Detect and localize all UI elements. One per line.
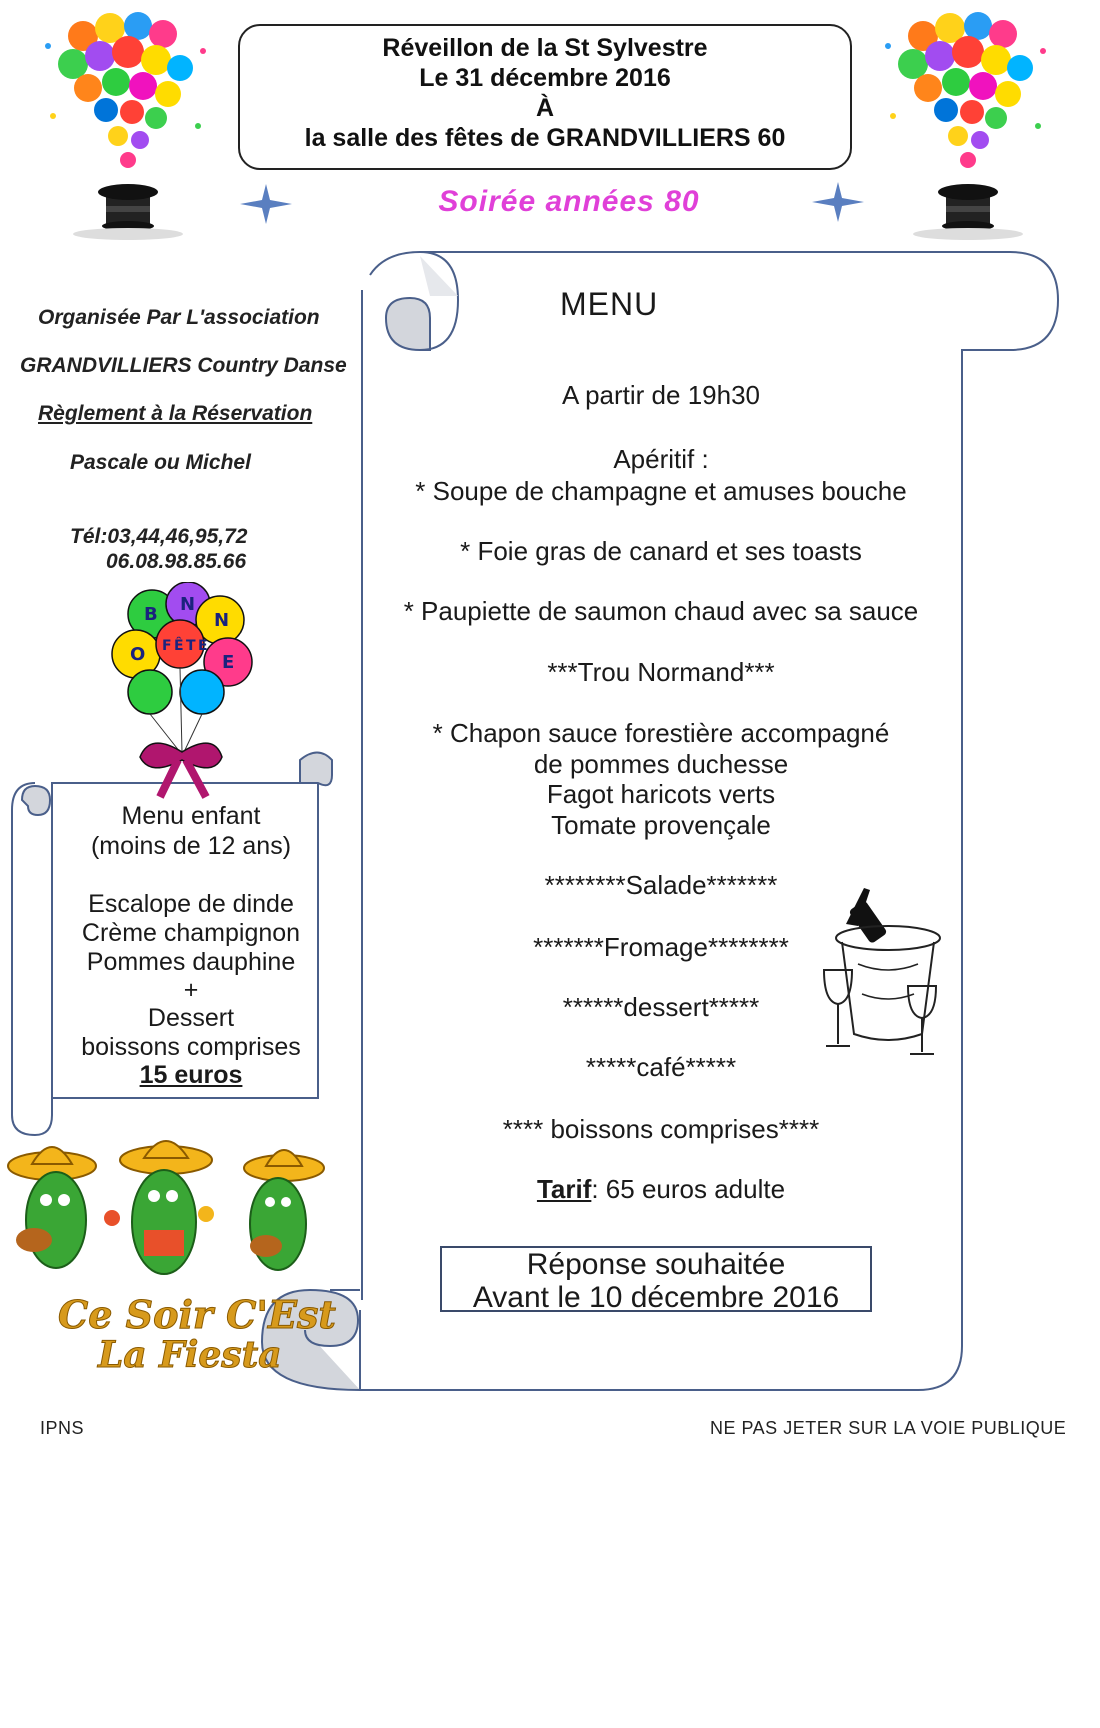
fiesta-line2: La Fiesta — [98, 1334, 282, 1376]
balloon-letter: Ê — [174, 638, 184, 654]
organizer-label: Organisée Par L'association — [38, 306, 320, 329]
response-box — [440, 1246, 872, 1312]
menu-item: *******Fromage******** — [533, 932, 789, 962]
balloon-letter: F — [162, 638, 172, 654]
child-menu-item: Pommes dauphine — [86, 948, 296, 976]
menu-start-time: A partir de 19h30 — [561, 380, 761, 410]
menu-item: *****café***** — [585, 1052, 737, 1082]
balloon-letter: B — [144, 604, 158, 625]
menu-item: ******dessert***** — [562, 992, 760, 1022]
response-line1: Réponse souhaitée — [526, 1248, 786, 1281]
child-menu-item: Dessert — [147, 1004, 235, 1032]
association-name: GRANDVILLIERS Country Danse — [20, 354, 347, 377]
child-menu-item: Crème champignon — [81, 919, 301, 947]
tarif-value: : 65 euros adulte — [591, 1174, 786, 1204]
child-menu-drinks: boissons comprises — [81, 1033, 301, 1061]
bonne-fete-balloons-icon — [110, 582, 260, 802]
response-line2: Avant le 10 décembre 2016 — [472, 1281, 840, 1314]
footer-ipns: IPNS — [40, 1418, 85, 1438]
menu-title: MENU — [560, 286, 659, 322]
child-menu-plus: + — [183, 976, 199, 1004]
balloon-letter: N — [214, 610, 230, 631]
tarif-label: Tarif — [536, 1174, 592, 1204]
menu-price — [366, 1174, 956, 1204]
child-menu-age: (moins de 12 ans) — [90, 832, 292, 860]
menu-item-detail: Tomate provençale — [551, 810, 771, 840]
footer-notice: NE PAS JETER SUR LA VOIE PUBLIQUE — [710, 1418, 1067, 1438]
header-title: Réveillon de la St Sylvestre — [382, 34, 708, 62]
menu-drinks: **** boissons comprises**** — [502, 1114, 820, 1144]
phone-1: Tél:03,44,46,95,72 — [70, 525, 248, 548]
menu-item: ***Trou Normand*** — [547, 657, 775, 687]
balloon-letter: T — [186, 638, 196, 654]
phone-2: 06.08.98.85.66 — [106, 550, 247, 573]
payment-note: Règlement à la Réservation — [38, 402, 313, 425]
fiesta-line1: Ce Soir C'Est — [58, 1292, 336, 1337]
party-theme: Soirée années 80 — [438, 185, 700, 218]
menu-item: * Foie gras de canard et ses toasts — [460, 536, 862, 566]
cactus-mariachi-icon — [4, 1130, 334, 1290]
menu-item-detail: de pommes duchesse — [533, 749, 789, 779]
menu-item: * Chapon sauce forestière accompagné — [432, 718, 890, 748]
balloon-letter: N — [180, 594, 196, 615]
menu-item-detail: Fagot haricots verts — [546, 779, 776, 809]
balloon-letter: E — [222, 652, 235, 673]
menu-item: * Soupe de champagne et amuses bouche — [415, 476, 907, 506]
menu-aperitif-label: Apéritif : — [613, 444, 709, 474]
header-a: À — [535, 94, 555, 122]
event-header-box — [238, 24, 852, 170]
child-menu-item: Escalope de dinde — [88, 890, 294, 918]
menu-item: ********Salade******* — [544, 870, 778, 900]
child-menu-title: Menu enfant — [121, 802, 261, 830]
menu-item: * Paupiette de saumon chaud avec sa sauce — [403, 596, 919, 626]
header-date: Le 31 décembre 2016 — [419, 64, 671, 92]
balloon-letter: E — [198, 638, 208, 654]
child-menu-price: 15 euros — [139, 1061, 243, 1089]
balloon-letter: O — [130, 644, 146, 665]
balloon-bouquet-icon — [28, 6, 228, 241]
contact-names: Pascale ou Michel — [70, 451, 251, 474]
child-menu-price-row — [56, 1061, 326, 1090]
champagne-bucket-icon — [818, 884, 948, 1060]
header-venue: la salle des fêtes de GRANDVILLIERS 60 — [304, 124, 786, 152]
